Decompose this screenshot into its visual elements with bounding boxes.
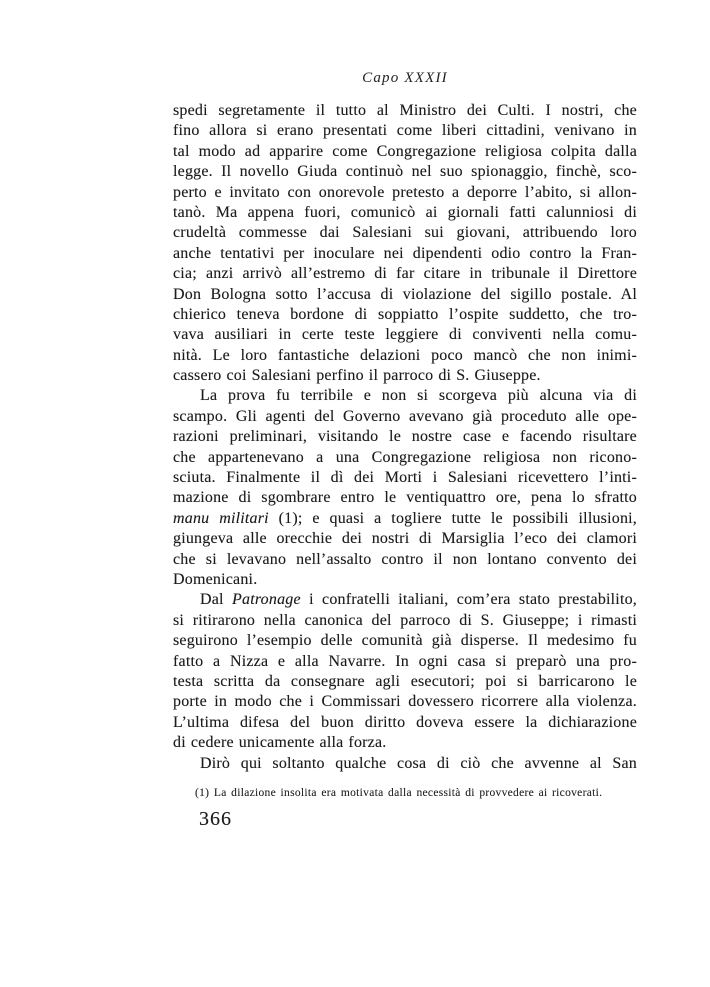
text-line: Domenicani. <box>173 570 258 588</box>
text-line: che appartenevano a una Congregazione religiosa non ricono- <box>173 448 637 466</box>
text-line: fatto a Nizza e alla Navarre. In ogni casa si preparò una pro- <box>173 652 637 670</box>
text-line: tanò. Ma appena fuori, comunicò ai giornali fatti calunniosi di <box>173 203 637 221</box>
text-line: L’ultima difesa del buon diritto doveva essere la dichiarazione <box>173 713 637 731</box>
text-line: scampo. Gli agenti del Governo avevano già proceduto alle ope- <box>173 407 637 425</box>
chapter-heading: Capo XXXII <box>362 70 448 86</box>
text-line: sciuta. Finalmente il dì dei Morti i Salesiani ricevettero l’inti- <box>173 469 637 487</box>
text-line: giungeva alle orecchie dei nostri di Marsiglia l’eco dei clamori <box>173 530 637 548</box>
text-line: cassero coi Salesiani perfino il parroco di S. Giuseppe. <box>173 367 541 385</box>
text-line: spedi segretamente il tutto al Ministro dei Culti. I nostri, che <box>173 102 637 119</box>
text-line: La prova fu terribile e non si scorgeva più alcuna via di <box>200 387 637 405</box>
text-line: Dirò qui soltanto qualche cosa di ciò che avvenne al San <box>200 754 637 772</box>
text-line: anche tentativi per inoculare nei dipendenti odio contro la Fran- <box>173 244 637 262</box>
text-line: perto e invitato con onorevole pretesto a deporre l’abito, si allon- <box>173 183 637 201</box>
text-line: porte in modo che i Commissari dovessero ricorrere alla violenza. <box>173 693 637 711</box>
text-block <box>173 101 637 774</box>
text-line: nità. Le loro fantastiche delazioni poco mancò che non inimi- <box>173 346 637 364</box>
text-line: di cedere unicamente alla forza. <box>173 734 387 752</box>
text-line: manu militari (1); e quasi a togliere tutte le possibili illusioni, <box>173 509 637 527</box>
text-line: seguirono l’esempio delle comunità già disperse. Il medesimo fu <box>173 632 637 650</box>
text-line: legge. Il novello Giuda continuò nel suo spionaggio, finchè, sco- <box>173 163 637 181</box>
text-line: Dal Patronage i confratelli italiani, com’era stato prestabilito, <box>200 591 638 609</box>
text-line: chierico teneva bordone di soppiatto l’ospite suddetto, che tro- <box>173 305 637 323</box>
text-line: testa scritta da consegnare agli esecutori; poi si barricarono le <box>173 672 637 690</box>
text-line: cia; anzi arrivò all’estremo di far citare in tribunale il Direttore <box>173 265 637 283</box>
text-line: Don Bologna sotto l’accusa di violazione del sigillo postale. Al <box>173 285 637 303</box>
text-line: crudeltà commesse dai Salesiani sui giovani, attribuendo loro <box>173 224 637 242</box>
page-number: 366 <box>199 808 232 830</box>
text-line: che si levavano nell’assalto contro il non lontano convento dei <box>173 550 637 568</box>
paragraph <box>173 101 637 386</box>
text-line: mazione di sgombrare entro le ventiquattro ore, pena lo sfratto <box>173 489 637 507</box>
footnote: (1) La dilazione insolita era motivata dalla necessità di provvedere ai ricoverati. <box>195 787 603 799</box>
text-line: si ritirarono nella canonica del parroco di S. Giuseppe; i rimasti <box>173 611 637 629</box>
paragraph <box>173 386 637 590</box>
text-line: tal modo ad apparire come Congregazione religiosa colpita dalla <box>173 142 637 160</box>
text-line: fino allora si erano presentati come liberi cittadini, venivano in <box>173 122 637 140</box>
text-line: vava ausiliari in certe teste leggiere di conviventi nella comu- <box>173 326 637 344</box>
paragraph <box>173 590 637 753</box>
text-line: razioni preliminari, visitando le nostre case e facendo risultare <box>173 428 637 446</box>
paragraph <box>173 754 637 774</box>
